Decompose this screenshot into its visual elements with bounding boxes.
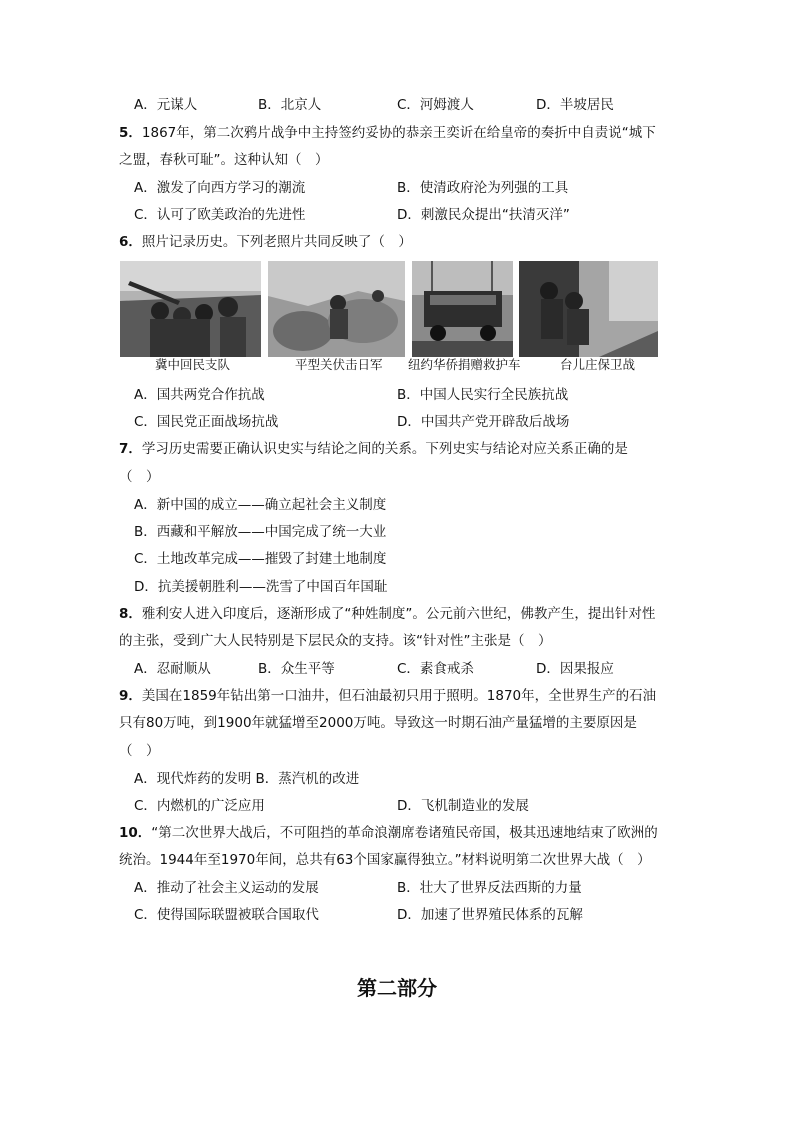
q7-option-b: B．西藏和平解放——中国完成了统一大业 [134, 524, 387, 540]
q4-option-c: C．河姆渡人 [397, 97, 474, 113]
q8-stem-line-2: 的主张，受到广大人民特别是下层民众的支持。该“针对性”主张是（ ） [119, 633, 552, 649]
q9-number: 9． [119, 688, 142, 704]
q7-stem-line-2: （ ） [119, 469, 160, 485]
q8-option-b: B．众生平等 [258, 661, 335, 677]
q9-stem-line-1: 美国在1859年钻出第一口油井，但石油最初只用于照明。1870年，全世界生产的石油 [141, 688, 657, 704]
q5-number: 5． [119, 125, 142, 141]
q5-option-c: C．认可了欧美政治的先进性 [134, 207, 306, 223]
q8-option-c: C．素食戒杀 [397, 661, 474, 677]
q10-option-b: B．壮大了世界反法西斯的力量 [397, 880, 582, 896]
q6-number: 6． [119, 234, 142, 250]
section-title: 第二部分 [357, 976, 437, 1000]
q6-option-c: C．国民党正面战场抗战 [134, 414, 279, 430]
q5-option-d: D．刺激民众提出“扶清灭洋” [397, 207, 570, 223]
q4-option-b: B．北京人 [258, 97, 322, 113]
q4-option-a: A．元谋人 [134, 97, 198, 113]
caption-photo-1: 冀中回民支队 [155, 357, 231, 372]
q7-option-d: D．抗美援朝胜利——洗雪了中国百年国耻 [134, 579, 388, 595]
q7-option-a: A．新中国的成立——确立起社会主义制度 [134, 497, 387, 513]
q10-option-d: D．加速了世界殖民体系的瓦解 [397, 907, 583, 923]
photo-taierzhuang [519, 261, 658, 357]
q6-option-b: B．中国人民实行全民族抗战 [397, 387, 569, 403]
photo-pingxingguan [268, 261, 405, 357]
q8-stem-line-1: 雅利安人进入印度后，逐渐形成了“种姓制度”。公元前六世纪，佛教产生，提出针对性 [141, 606, 656, 622]
q9-stem-line-2: 只有80万吨，到1900年就猛增至2000万吨。导致这一时期石油产量猛增的主要原因是 [119, 715, 637, 731]
q5-stem-line-1: 1867年，第二次鸦片战争中主持签约妥协的恭亲王奕䜣在给皇帝的奏折中自责说“城下 [141, 125, 656, 141]
caption-photo-4: 台儿庄保卫战 [560, 357, 636, 372]
q9-stem-line-3: （ ） [119, 743, 160, 759]
q4-option-d: D．半坡居民 [536, 97, 614, 113]
q8-option-a: A．忍耐顺从 [134, 661, 211, 677]
q9-option-d: D．飞机制造业的发展 [397, 798, 529, 814]
q5-stem-line-2: 之盟，春秋可耻”。这种认知（ ） [119, 152, 329, 168]
q10-stem-line-2: 统治。1944年至1970年间，总共有63个国家赢得独立。”材料说明第二次世界大战（ ） [119, 852, 651, 868]
q6-option-a: A．国共两党合作抗战 [134, 387, 265, 403]
q7-option-c: C．土地改革完成——摧毁了封建土地制度 [134, 551, 387, 567]
q10-option-c: C．使得国际联盟被联合国取代 [134, 907, 319, 923]
q10-option-a: A．推动了社会主义运动的发展 [134, 880, 319, 896]
caption-photo-2: 平型关伏击日军 [295, 357, 383, 372]
q9-option-ab: A．现代炸药的发明 B．蒸汽机的改进 [134, 771, 360, 787]
q9-option-c: C．内燃机的广泛应用 [134, 798, 265, 814]
q5-option-b: B．使清政府沦为列强的工具 [397, 180, 569, 196]
caption-photo-3: 纽约华侨捐赠救护车 [408, 357, 521, 372]
q6-option-d: D．中国共产党开辟敌后战场 [397, 414, 570, 430]
q8-number: 8． [119, 606, 142, 622]
q7-stem-line-1: 学习历史需要正确认识史实与结论之间的关系。下列史实与结论对应关系正确的是 [141, 441, 628, 457]
q8-option-d: D．因果报应 [536, 661, 614, 677]
q10-number: 10． [119, 825, 152, 841]
q7-number: 7． [119, 441, 142, 457]
q10-stem-line-1: “第二次世界大战后，不可阻挡的革命浪潮席卷诸殖民帝国，极其迅速地结束了欧洲的 [151, 825, 658, 841]
photo-ambulance-donation [412, 261, 513, 357]
q6-stem: 照片记录历史。下列老照片共同反映了（ ） [141, 234, 412, 250]
photo-hui-detachment [120, 261, 261, 357]
q5-option-a: A．激发了向西方学习的潮流 [134, 180, 306, 196]
